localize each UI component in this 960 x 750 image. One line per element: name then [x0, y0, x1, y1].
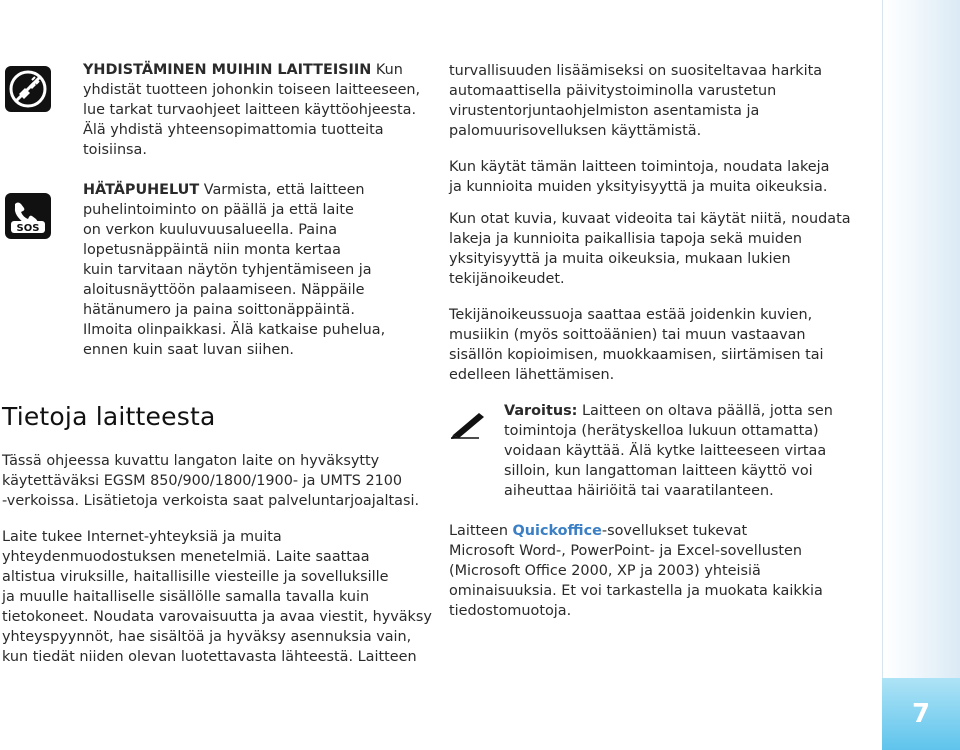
text-line: sisällön kopioimisen, muokkaamisen, siirtämisen tai — [449, 347, 824, 363]
text-line: lopetusnäppäintä niin monta kertaa — [83, 242, 341, 258]
text-line: Tässä ohjeessa kuvattu langaton laite on hyväksytty — [2, 453, 380, 469]
text-line: HÄTÄPUHELUT Varmista, että laitteen — [83, 182, 365, 198]
text-line: ja muulle haitalliselle sisällölle samalla tavalla kuin — [2, 589, 370, 605]
plug-connect-icon — [5, 66, 51, 112]
text-line: silloin, kun langattoman laitteen käyttö voi — [504, 463, 813, 479]
text-line: toimintoja (herätyskelloa lukuun ottamatta) — [504, 423, 819, 439]
text-line: aiheuttaa häiriöitä tai vaaratilanteen. — [504, 483, 774, 499]
text-line: -verkoissa. Lisätietoja verkoista saat palveluntarjoajaltasi. — [2, 493, 420, 509]
text-line: aloitusnäyttöön palaamiseen. Näppäile — [83, 282, 365, 298]
copyright-paragraph — [449, 305, 824, 385]
text-line: edelleen lähettämisen. — [449, 367, 615, 383]
text-line: turvallisuuden lisäämiseksi on suositeltavaa harkita — [449, 63, 823, 79]
text-line: Varoitus: Laitteen on oltava päällä, jotta sen — [504, 403, 833, 419]
svg-text:SOS: SOS — [16, 223, 40, 234]
emergency-section — [83, 180, 385, 360]
quickoffice-paragraph — [449, 521, 823, 621]
text-line: on verkon kuuluvuusalueella. Paina — [83, 222, 338, 238]
page-heading: Tietoja laitteesta — [2, 402, 216, 431]
quickoffice-link[interactable]: Quickoffice — [512, 523, 602, 539]
text-line: ennen kuin saat luvan siihen. — [83, 342, 295, 358]
device-paragraph — [2, 451, 419, 511]
text-line: Kun otat kuvia, kuvaat videoita tai käytät niitä, noudata — [449, 211, 851, 227]
text-line: yhteyspyynnöt, hae sisältöä ja hyväksy asennuksia vain, — [2, 629, 412, 645]
text-line: Kun käytät tämän laitteen toimintoja, noudata lakeja — [449, 159, 830, 175]
warning-pen-icon — [449, 407, 489, 439]
text-line: kuin tarvitaan näytön tyhjentämiseen ja — [83, 262, 372, 278]
text-line: lakeja ja kunnioita paikallisia tapoja sekä muiden — [449, 231, 802, 247]
internet-paragraph — [2, 527, 432, 667]
laws-paragraph — [449, 157, 829, 197]
text-line: yksityisyyttä ja muita oikeuksia, mukaan lukien — [449, 251, 791, 267]
text-line: käytettäväksi EGSM 850/900/1800/1900- ja UMTS 2100 — [2, 473, 403, 489]
text-line: Älä yhdistä yhteensopimattomia tuotteita — [83, 122, 384, 138]
text-line: toisiinsa. — [83, 142, 147, 158]
text-line: virustentorjuntaohjelmiston asentamista ja — [449, 103, 760, 119]
text-line: Ilmoita olinpaikkasi. Älä katkaise puhelua, — [83, 322, 386, 338]
text-line: tekijänoikeudet. — [449, 271, 565, 287]
text-line: yhteydenmuodostuksen menetelmiä. Laite saattaa — [2, 549, 370, 565]
text-line: yhdistät tuotteen johonkin toiseen laitteeseen, — [83, 82, 421, 98]
page-number: 7 — [911, 699, 931, 729]
sos-phone-icon — [5, 193, 51, 239]
text-line: tietokoneet. Noudata varovaisuutta ja avaa viestit, hyväksy — [2, 609, 432, 625]
text-line: musiikin (myös soittoäänien) tai muun vastaavan — [449, 327, 806, 343]
warning-label: Varoitus: — [504, 403, 578, 419]
text-line: palomuurisovelluksen käyttämistä. — [449, 123, 702, 139]
warning-note — [504, 401, 833, 501]
text-line: Laite tukee Internet-yhteyksiä ja muita — [2, 529, 282, 545]
text-line: Microsoft Word-, PowerPoint- ja Excel-sovellusten — [449, 543, 803, 559]
text-line: ja kunnioita muiden yksityisyyttä ja muita oikeuksia. — [449, 179, 828, 195]
page-edge-line — [882, 0, 883, 678]
text-line: Tekijänoikeussuoja saattaa estää joidenkin kuvien, — [449, 307, 813, 323]
text-line: tiedostomuotoja. — [449, 603, 572, 619]
text-line: YHDISTÄMINEN MUIHIN LAITTEISIIN Kun — [83, 62, 403, 78]
security-paragraph — [449, 61, 822, 141]
text-line: lue tarkat turvaohjeet laitteen käyttöohjeesta. — [83, 102, 417, 118]
text-line: automaattisella päivitystoiminolla varustetun — [449, 83, 777, 99]
connecting-section — [83, 60, 420, 160]
text-line: kun tiedät niiden olevan luotettavasta lähteestä. Laitteen — [2, 649, 417, 665]
text-line: hätänumero ja paina soittonäppäintä. — [83, 302, 355, 318]
text-line: puhelintoiminto on päällä ja että laite — [83, 202, 354, 218]
text-line: voidaan käyttää. Älä kytke laitteeseen virtaa — [504, 443, 827, 459]
section-title: YHDISTÄMINEN MUIHIN LAITTEISIIN — [83, 62, 372, 78]
text-line: ominaisuuksia. Et voi tarkastella ja muokata kaikkia — [449, 583, 823, 599]
photos-paragraph — [449, 209, 851, 289]
text-line: altistua viruksille, haitallisille viesteille ja sovelluksille — [2, 569, 389, 585]
text-line: (Microsoft Office 2000, XP ja 2003) yhteisiä — [449, 563, 761, 579]
section-title: HÄTÄPUHELUT — [83, 182, 200, 198]
text-line: Laitteen Quickoffice-sovellukset tukevat — [449, 523, 748, 539]
page-edge-strip — [882, 0, 960, 750]
